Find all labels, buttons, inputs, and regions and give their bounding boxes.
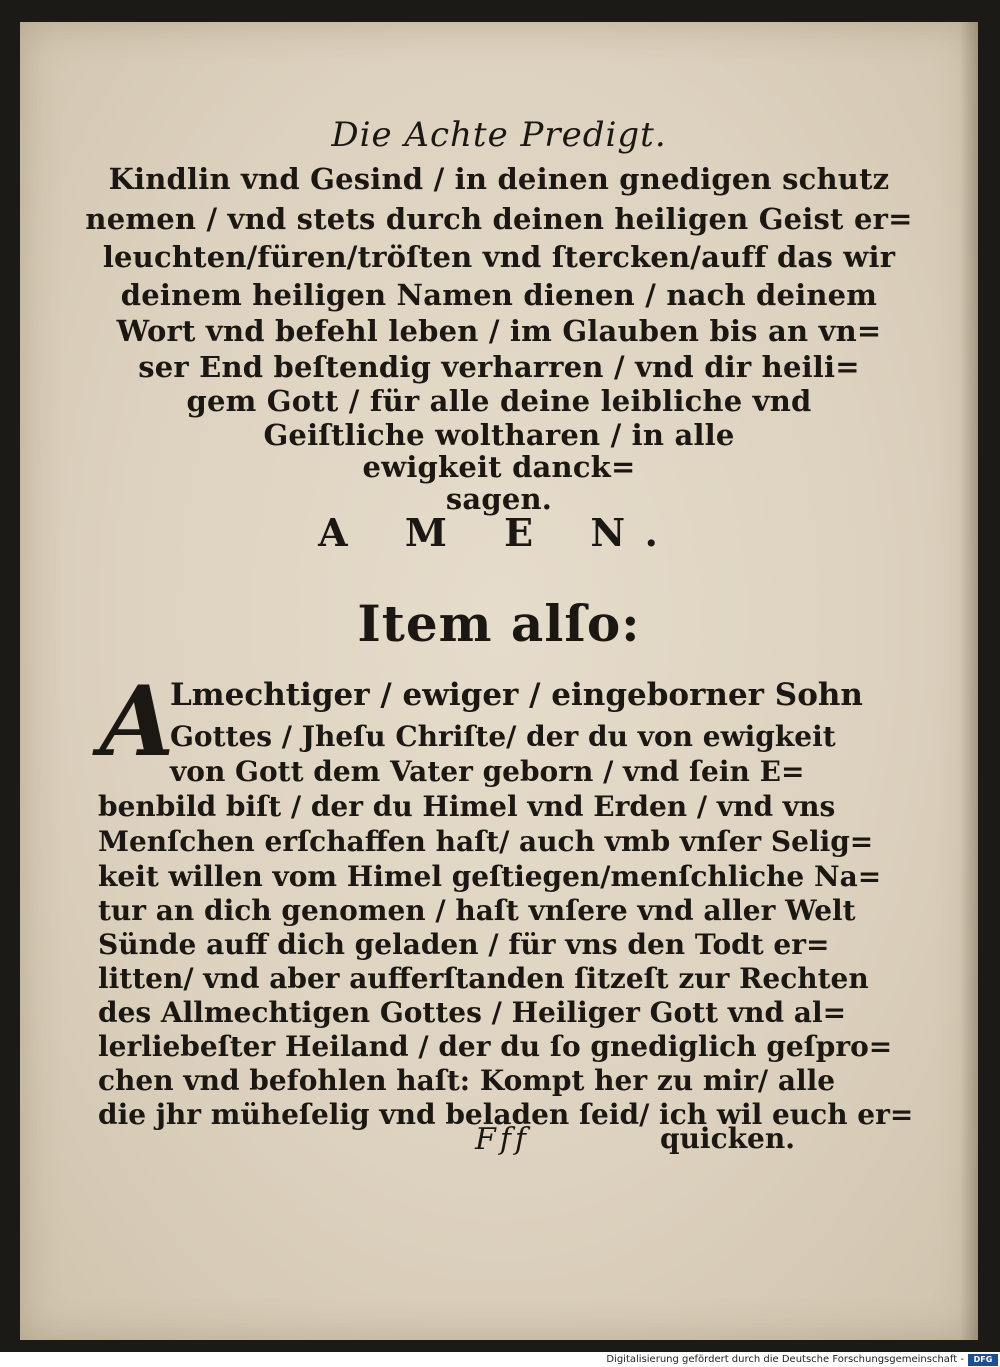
prayer-line: nemen / vnd stets durch deinen heiligen Geist er= bbox=[85, 202, 913, 236]
prayer-line: sagen. bbox=[445, 482, 553, 516]
prayer-line: deinem heiligen Namen dienen / nach deinem bbox=[120, 278, 878, 312]
body-line: tur an dich genomen / haſt vnſere vnd aller Welt bbox=[98, 894, 856, 927]
signature-mark: Fff bbox=[475, 1122, 531, 1157]
book-page bbox=[20, 22, 978, 1340]
running-head: Die Achte Predigt. bbox=[331, 115, 667, 155]
dfg-logo: DFG bbox=[968, 1354, 998, 1366]
body-line: Gottes / Jheſu Chriſte/ der du von ewigkeit bbox=[170, 720, 836, 753]
body-line: lerliebeſter Heiland / der du ſo gnediglich geſpro= bbox=[98, 1030, 893, 1063]
prayer-line: ewigkeit danck= bbox=[362, 450, 636, 484]
section-heading: Item alſo: bbox=[357, 594, 641, 653]
body-line: keit willen vom Himel geſtiegen/menſchliche Na= bbox=[98, 860, 882, 893]
catchword: quicken. bbox=[660, 1122, 795, 1155]
decorated-initial: A bbox=[99, 665, 175, 778]
body-line: benbild biſt / der du Himel vnd Erden / vnd vns bbox=[98, 790, 836, 823]
prayer-line: gem Gott / für alle deine leibliche vnd bbox=[186, 384, 812, 418]
prayer-line: Geiſtliche woltharen / in alle bbox=[263, 418, 735, 452]
body-line: die jhr müheſelig vnd beladen ſeid/ ich wil euch er= bbox=[98, 1098, 914, 1131]
body-line: Sünde auff dich geladen / für vns den Todt er= bbox=[98, 928, 830, 961]
body-line: litten/ vnd aber aufferſtanden ſitzeſt zur Rechten bbox=[98, 962, 869, 995]
digitization-credit: Digitalisierung gefördert durch die Deutsche Forschungsgemeinschaft - bbox=[606, 1354, 964, 1365]
prayer-line: Kindlin vnd Gesind / in deinen gnedigen schutz bbox=[108, 162, 890, 196]
body-line: von Gott dem Vater geborn / vnd ſein E= bbox=[170, 755, 805, 788]
body-line: chen vnd befohlen haſt: Kompt her zu mir/ alle bbox=[98, 1064, 836, 1097]
prayer-line: leuchten/füren/tröſten vnd ſtercken/auff das wir bbox=[102, 240, 896, 274]
body-line: des Allmechtigen Gottes / Heiliger Gott vnd al= bbox=[98, 996, 847, 1029]
amen-line: A M E N. bbox=[318, 510, 680, 555]
prayer-line: ser End beſtendig verharren / vnd dir heili= bbox=[138, 350, 860, 384]
body-line: Menſchen erſchaffen haſt/ auch vmb vnſer Selig= bbox=[98, 825, 874, 858]
body-line: Lmechtiger / ewiger / eingeborner Sohn bbox=[170, 677, 863, 713]
prayer-line: Wort vnd befehl leben / im Glauben bis an vn= bbox=[116, 314, 882, 348]
